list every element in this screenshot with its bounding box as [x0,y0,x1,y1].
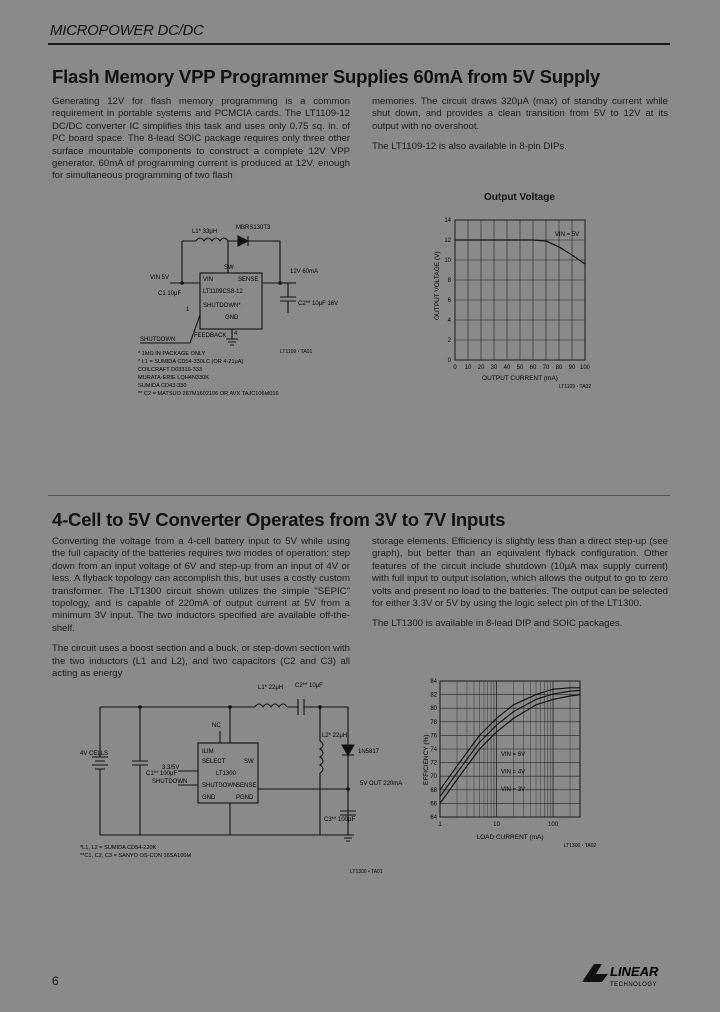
chart2-y-tick-label: 84 [430,679,437,685]
chart1-x-tick-label: 80 [555,365,563,371]
pin-sense: SENSE [236,783,257,789]
shutdown-input-label: SHUTDOWN [140,337,176,343]
ic-name: LT1109CS8-12 [203,289,243,295]
schematic-note: ** C2 = MATSUO 267M1602106 OR AVX TAJC106M016 [138,391,279,397]
figure-code: LT1109 • TA01 [280,349,313,355]
nc-label: NC [212,723,221,729]
chart1-x-tick-label: 40 [503,365,511,371]
junction-dot [346,787,350,791]
chart2-x-tick-label: 100 [548,822,559,828]
pin-vin: VIN [203,277,214,283]
section1-right-paragraph-2: The LT1109-12 is also available in 8-pin DIPs. [372,141,567,153]
chart2-y-tick-label: 80 [430,706,437,713]
c3-label: C3** 100μF [324,817,356,823]
diode-label: MBRS130T3 [236,225,271,231]
logo-text: LINEAR [610,964,659,979]
section2-left-paragraph-2: The circuit uses a boost section and a buck, or step-down section with the two inductors (L1 and L2), and two capacitors (C2 and C3) all acting as energy [52,643,350,680]
schematic-note: *L1, L2 = SUMIDA CD54-220K [80,845,157,851]
section1-right-column [372,96,668,162]
junction-dot [138,705,142,709]
select-label: 3.3/5V [162,765,180,771]
section2-right-column [372,536,668,639]
junction-dot [318,705,322,709]
section2-left-paragraph-1: Converting the voltage from a 4-cell battery input to 5V while using the full capacity of the batteries requires two modes of operation: step down from an input voltage of 6V and step-up from an input of 4V or less. A flyback topology can accomplish this, but uses a costly custom transformer. The LT1300 circuit shown utilizes the simple "SEPIC" topology, and is capable of 220mA of output current at 5V from a minimum 3V input. The two inductors specified are available off-the-shelf. [52,536,350,634]
chart1-y-tick-label: 12 [444,238,451,244]
schematic-note: COILCRAFT D03316-333 [138,367,202,373]
shutdown-control-label: SHUTDOWN [152,779,188,785]
chart1-x-tick-label: 100 [579,365,591,371]
output-voltage-chart [425,212,600,392]
c2-label: C2** 10μF [295,683,323,689]
chart1-x-tick-label: 30 [490,365,498,371]
chart1-title: Output Voltage [484,192,555,203]
chart2-xlabel: LOAD CURRENT (mA) [476,834,544,841]
pin-gnd: GND [202,795,216,801]
chart1-figure-code: LT1109 • TA02 [558,384,592,390]
chart2-figure-code: LT1300 • TA02 [563,843,597,849]
figure-code: LT1300 • TA01 [350,869,383,875]
chart2-x-tick-label: 10 [493,822,500,828]
pin-sw: SW [244,759,254,765]
ic-name: LT1300 [216,771,236,777]
battery-label: 4V CELLS [80,751,109,757]
chart2-y-tick-label: 74 [430,747,437,753]
chart2-y-tick-label: 72 [430,760,437,767]
pin-sw: SW [224,265,234,271]
chart1-x-tick-label: 0 [453,365,457,371]
junction-dot [180,281,184,285]
chart2-y-tick-label: 78 [430,719,437,726]
section1-title: Flash Memory VPP Programmer Supplies 60mA from 5V Supply [52,66,601,87]
schematic-note: **C1, C2, C3 = SANYO OS-CON 16SA100M [80,853,192,859]
junction-dot [278,281,282,285]
pin-shutdown: SHUTDOWN [202,783,238,789]
chart2-series-label: VIN = 4V [500,769,526,776]
chart1-x-tick-label: 20 [477,365,485,371]
chart1-y-tick-label: 14 [444,218,451,224]
chart2-y-tick-label: 68 [430,787,437,794]
section2-right-paragraph-1: storage elements. Efficiency is slightly less than a direct step-up (see graph), but better than an equivalent flyback configuration. Other features of the circuit include shutdown (10μA max supply current) with full input to output isolation, which allows the output to go to zero volts and present no load to the batteries. The output can be selected for either 3.3V or 5V by using the logic select pin of the LT1300. [372,536,668,610]
chart2-series-label: VIN = 3V [500,787,526,794]
chart2-y-tick-label: 64 [430,815,437,821]
sepic-converter-schematic [80,675,403,880]
feedback-label: FEEDBACK [194,333,227,339]
cap-out-label: C2** 10μF 16V [298,301,339,307]
section2-left-column [52,536,350,688]
running-header: MICROPOWER DC/DC [50,22,204,39]
chart1-x-tick-label: 10 [464,365,472,371]
chart1-y-tick-label: 2 [447,338,451,344]
page-number: 6 [52,974,59,988]
chart2-series-label: VIN = 6V [500,751,526,758]
diode-label: 1N5817 [358,749,380,755]
pin-select: SELECT [202,759,226,765]
section1-right-paragraph-1: memories. The circuit draws 320μA (max) of standby current while shut down, and provides a clean transition from 5V to 12V at its output with no overshoot. [372,96,668,132]
c1-label: C1** 100μF [146,771,178,777]
schematic-note: SUMIDA CD43-330 [138,383,187,389]
junction-dot [228,705,232,709]
section2-right-paragraph-2: The LT1300 is available in 8-lead DIP and SOIC packages. [372,618,623,630]
l2-label: L2* 22μH [322,733,348,739]
chart2-y-tick-label: 76 [430,733,437,740]
linear-technology-logo [580,960,670,990]
schematic-note: * L1 = SUMIDA CD54-330LC (OR 4-21μA) [138,359,244,365]
pin-ilim: ILIM [202,749,214,755]
flash-vpp-schematic [130,215,340,410]
chart1-y-tick-label: 8 [447,278,451,284]
pin-gnd: GND [225,315,239,321]
logo-mark-icon [582,964,608,982]
output-label: 12V 60mA [290,269,319,275]
chart1-x-tick-label: 60 [529,365,537,371]
pin-number-1: 1 [186,307,190,313]
inductor-label: L1* 33μH [192,229,218,235]
header-rule [48,43,670,45]
chart1-x-tick-label: 50 [516,365,524,371]
section1-left-column [52,96,350,191]
vin-label: VIN 5V [150,275,170,281]
pin-shutdown: SHUTDOWN* [203,303,241,309]
chart1-annotation: VIN = 5V [554,232,580,238]
chart2-ylabel: EFFICIENCY (%) [423,734,430,785]
chart2-y-tick-label: 70 [430,774,437,781]
chart1-xlabel: OUTPUT CURRENT (mA) [482,375,558,382]
schematic-note: MURATA-ERIE LQH4N330K [138,375,209,381]
chart1-y-tick-label: 10 [444,258,451,264]
pin-sense: SENSE [238,277,259,283]
section2-title: 4-Cell to 5V Converter Operates from 3V to 7V Inputs [52,509,506,530]
chart1-ylabel: OUTPUT VOLTAGE (V) [434,251,441,320]
chart2-y-tick-label: 66 [430,801,437,808]
chart2-y-tick-label: 82 [430,692,437,699]
schematic-note: * 1MΩ IN PACKAGE ONLY [138,351,206,357]
section1-left-paragraph: Generating 12V for flash memory programming is a common requirement in portable systems and PCMCIA cards. The LT1109-12 DC/DC converter IC simplifies this task and uses only 0.75 sq. in. of PC board space. The 8-lead SOIC package requires only three other surface mountable components to construct a complete 12V VPP generator. 60mA of programming current is produced at 12V, enough for simultaneous programming of two flash [52,96,350,182]
chart1-x-tick-label: 70 [542,365,550,371]
output-label: 5V OUT 220mA [360,781,403,787]
pin-number-4: 4 [234,331,238,337]
efficiency-chart [420,675,600,850]
section-divider [48,495,670,496]
logo-subtext: TECHNOLOGY [610,982,658,988]
l1-label: L1* 22μH [258,685,284,691]
chart1-y-tick-label: 4 [447,318,451,324]
chart1-x-tick-label: 90 [568,365,576,371]
chart1-y-tick-label: 0 [447,358,451,364]
chart2-x-tick-label: 1 [438,822,442,828]
cap-in-label: C1 10μF [158,291,182,297]
chart1-y-tick-label: 6 [447,298,451,304]
pin-pgnd: PGND [236,795,254,801]
